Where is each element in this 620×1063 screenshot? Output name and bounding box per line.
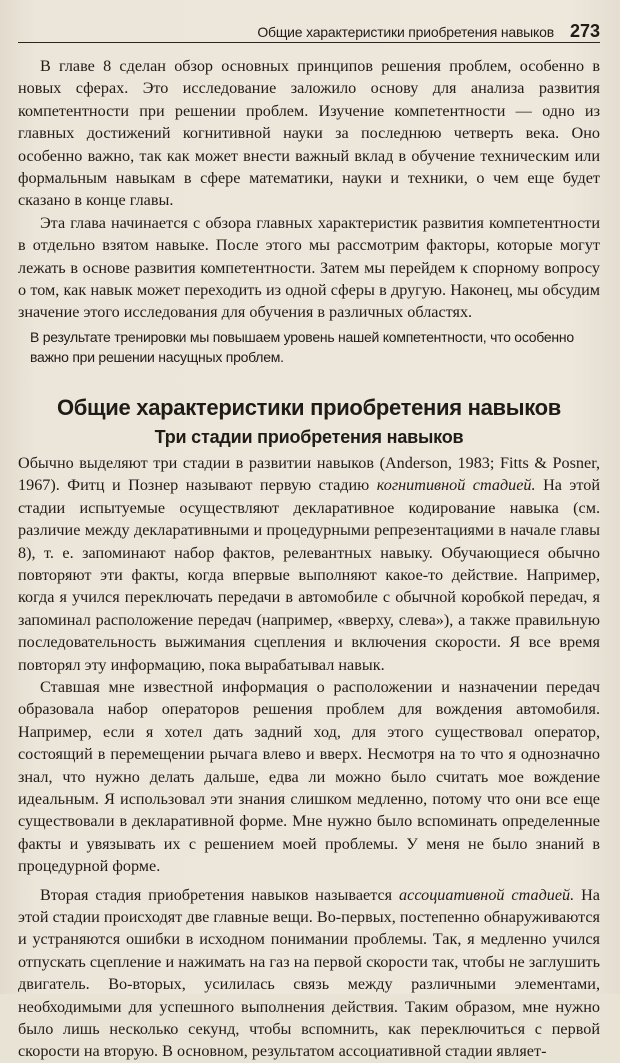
page-number: 273: [569, 21, 600, 41]
body-paragraph-1-start: Обычно выделяют три стадии в развитии навыков (Anderson, 1983; Fitts & Posner, 1967). Фитц и Познер называют первую стадию: [18, 453, 600, 495]
body-paragraph-3-rest: На этой стадии происходят две главные вещи. Во-первых, постепенно обнаруживаются и устраняются ошибки в исходном понимании проблемы. Так, я медленно учился отпускать сцепление и нажимать на газ на первой скорости так, чтобы не заглушить двигатель. Во-вторых, усилилась связь между различными элементами, необходимыми для успешного выполнения действия. Таким образом, мне нужно было лишь несколько секунд, чтобы вспомнить, как переключиться с первой скорости на вторую. В основном, результатом ассоциативной стадии являет-: [18, 885, 600, 1061]
body-paragraph-1: [18, 452, 600, 676]
body-paragraph-2: Ставшая мне известной информация о расположении и назначении передач образовала набор операторов решения проблем для вождения автомобиля. Например, если я хотел дать задний ход, для этого существовал оператор, состоящий в перемещении рычага влево и вверх. Несмотря на то что я однозначно знал, что нужно делать дальше, едва ли можно было считать мое вождение идеальным. Я использовал эти знания слишком медленно, потому что они все еще существовали в декларативной форме. Мне нужно было вспоминать определенные факты и увязывать их с решением моей проблемы. У меня не было знаний в процедурной форме.: [18, 677, 600, 876]
term-associative-stage: ассоциативной стадией.: [399, 885, 575, 904]
margin-note: В результате тренировки мы повышаем уровень нашей компетентности, что особенно важно при решении насущных проблем.: [30, 328, 574, 365]
running-header: [18, 22, 600, 43]
section-title: Общие характеристики приобретения навыков: [56, 394, 562, 420]
body-paragraph-1-rest: На этой стадии испытуемые осуществляют декларативное кодирование навыка (см. различие между декларативными и процедурными репрезентациями в начале главы 8), т. е. запоминают набор фактов, релевантных навыку. Обучающиеся обычно повторяют эти факты, когда впервые выполняют какое-то действие. Например, когда я учился переключать передачи в автомобиле с обычной коробкой передач, я запоминал расположение передач (например, «вверху, слева»), а также правильную последовательность выжимания сцепления и включения скорости. Я все время повторял эту информацию, пока вырабатывал навык.: [18, 476, 601, 674]
body-paragraph-3: [18, 884, 600, 1063]
intro-paragraph-1: В главе 8 сделан обзор основных принципов решения проблем, особенно в новых сферах. Это исследование заложило основу для анализа развития компетентности при решении проблем. Изучение компетентности — одно из главных достижений когнитивной науки за последнюю четверть века. Оно особенно важно, так как может внести важный вклад в обучение техническим или формальным навыкам в сфере математики, науки и техники, о чем еще будет сказано в конце главы.: [18, 57, 600, 210]
section-subtitle: Три стадии приобретения навыков: [154, 426, 464, 447]
running-title: Общие характеристики приобретения навыков: [257, 24, 554, 40]
term-cognitive-stage: когнитивной стадией.: [376, 476, 536, 495]
body-paragraph-3-start: Вторая стадия приобретения навыков называется: [40, 885, 400, 904]
intro-paragraph-2: Эта глава начинается с обзора главных характеристик развития компетентности в отдельно взятом навыке. После этого мы рассмотрим факторы, которые могут лежать в основе развития компетентности. Затем мы перейдем к спорному вопросу о том, как навык может переходить из одной сферы в другую. Наконец, мы обсудим значение этого исследования для обучения в различных областях.: [18, 213, 600, 322]
